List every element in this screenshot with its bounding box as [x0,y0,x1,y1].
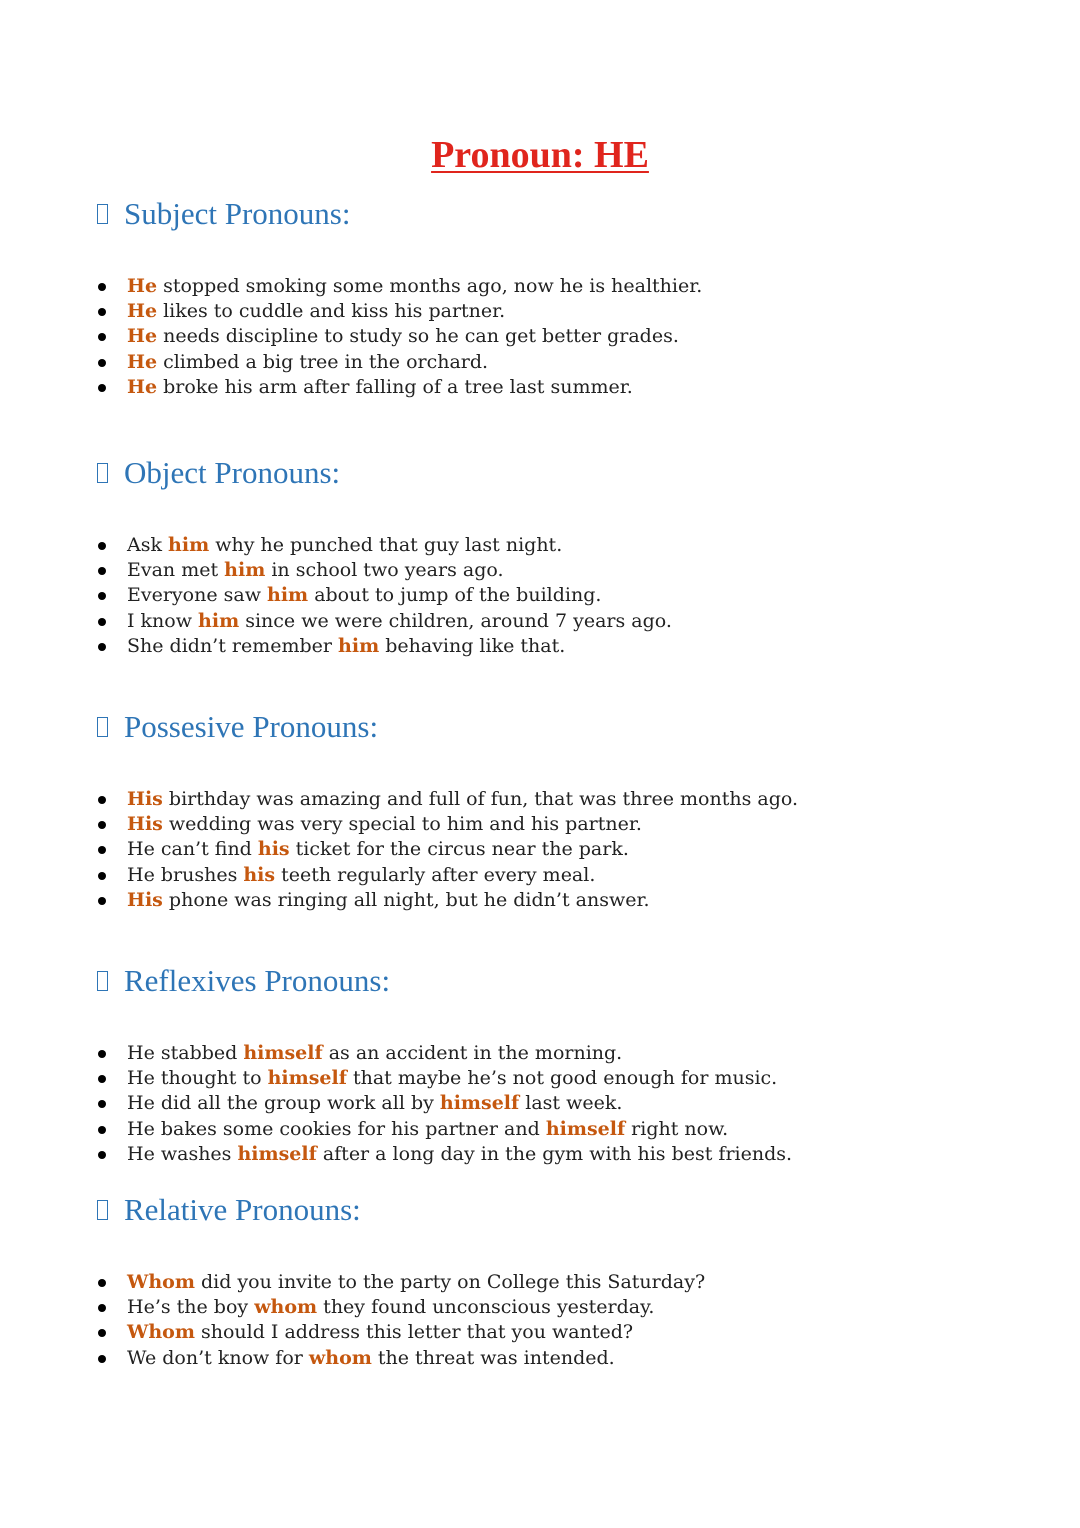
section-heading-label: Possesive Pronouns: [124,709,379,744]
sentence-start: He’s the boy [127,1296,255,1319]
sentence-end: after a long day in the gym with his best friends. [316,1142,793,1165]
pronoun-highlight: He [127,325,158,348]
sentence-end: phone was ringing all night, but he didn’t answer. [162,888,650,911]
pronoun-highlight: himself [267,1067,347,1090]
section-heading-possessive [97,707,378,747]
pronoun-highlight: He [127,300,158,323]
section-heading-reflexive [97,961,390,1001]
sentence-start: I know [127,609,199,632]
pronoun-highlight: his [243,863,276,886]
section-heading-label: Subject Pronouns: [124,196,351,231]
example-list-subject [0,274,702,400]
list-item [0,533,672,558]
bullet-icon [98,1075,106,1083]
bullet-icon [98,821,106,829]
bullet-icon [98,796,106,804]
pronoun-highlight: him [168,534,210,556]
sentence-end: about to jump of the building. [308,584,602,607]
list-item [0,1346,705,1371]
list-item [0,1117,792,1142]
list-item [0,1320,705,1345]
bullet-icon [98,1329,106,1337]
sentence-end: should I address this letter that you wanted? [194,1321,634,1344]
list-item [0,558,672,583]
sentence-end: likes to cuddle and kiss his partner. [157,300,506,323]
bullet-icon [98,618,106,626]
sentence-end: birthday was amazing and full of fun, that was three months ago. [162,788,799,810]
pronoun-highlight: His [127,788,163,810]
sentence-start: He can’t find [127,838,258,861]
bullet-icon [98,1126,106,1134]
sentence-end: stopped smoking some months ago, now he is healthier. [157,275,703,297]
bullet-icon [98,567,106,575]
bullet-icon [98,283,106,291]
sentence-start: He washes [127,1142,238,1165]
pronoun-highlight: him [198,609,240,632]
checkbox-icon [97,204,108,224]
list-item [0,1066,792,1091]
section-heading-label: Object Pronouns: [124,455,341,490]
example-list-relative [0,1270,705,1371]
section-heading-relative [97,1190,361,1230]
sentence-end: did you invite to the party on College this Saturday? [194,1271,706,1293]
sentence-end: wedding was very special to him and his partner. [162,813,642,836]
sentence-end: ticket for the circus near the park. [289,838,629,861]
bullet-icon [98,1279,106,1287]
list-item [0,324,702,349]
list-item [0,1041,792,1066]
list-item [0,350,702,375]
sentence-start: Ask [127,534,169,556]
sentence-end: in school two years ago. [265,559,504,582]
list-item [0,299,702,324]
checkbox-icon [97,971,108,991]
bullet-icon [98,359,106,367]
sentence-start: He did all the group work all by [127,1092,440,1115]
bullet-icon [98,308,106,316]
sentence-end: right now. [625,1117,729,1140]
pronoun-highlight: his [257,838,290,861]
checkbox-icon [97,463,108,483]
pronoun-highlight: Whom [127,1271,195,1293]
page-title: Pronoun: HE [431,134,649,176]
pronoun-highlight: He [127,375,158,398]
example-list-reflexive [0,1041,792,1167]
checkbox-icon [97,717,108,737]
list-item [0,1091,792,1116]
pronoun-highlight: whom [308,1346,372,1369]
pronoun-highlight: His [127,888,163,911]
sentence-end: they found unconscious yesterday. [317,1296,655,1319]
checkbox-icon [97,1200,108,1220]
section-heading-subject [97,194,350,234]
list-item [0,1142,792,1167]
pronoun-highlight: himself [545,1117,626,1140]
bullet-icon [98,897,106,905]
pronoun-highlight: He [127,275,158,297]
sentence-end: needs discipline to study so he can get better grades. [157,325,679,348]
bullet-icon [98,643,106,651]
bullet-icon [98,333,106,341]
pronoun-highlight: himself [243,1042,323,1064]
sentence-start: He bakes some cookies for his partner and [127,1117,546,1140]
section-heading-object [97,453,340,493]
sentence-start: We don’t know for [127,1346,309,1369]
list-item [0,609,672,634]
list-item [0,863,798,888]
list-item [0,888,798,913]
pronoun-highlight: him [267,584,309,607]
pronoun-highlight: whom [254,1296,318,1319]
bullet-icon [98,872,106,880]
pronoun-highlight: Whom [127,1321,195,1344]
example-list-possessive [0,787,798,913]
sentence-end: climbed a big tree in the orchard. [157,350,489,373]
example-list-object [0,533,672,659]
sentence-end: as an accident in the morning. [322,1042,623,1064]
bullet-icon [98,1050,106,1058]
list-item [0,634,672,659]
sentence-end: last week. [519,1092,623,1115]
sentence-start: Everyone saw [127,584,268,607]
sentence-end: broke his arm after falling of a tree last summer. [157,375,633,398]
bullet-icon [98,1151,106,1159]
sentence-end: why he punched that guy last night. [209,534,563,556]
list-item [0,1270,705,1295]
section-heading-label: Reflexives Pronouns: [124,963,391,998]
bullet-icon [98,1304,106,1312]
sentence-start: He thought to [127,1067,268,1090]
sentence-end: behaving like that. [379,634,566,657]
sentence-start: He stabbed [127,1042,244,1064]
pronoun-highlight: him [338,634,380,657]
pronoun-highlight: him [224,559,266,582]
sentence-end: teeth regularly after every meal. [275,863,596,886]
section-heading-label: Relative Pronouns: [124,1192,361,1227]
bullet-icon [98,1355,106,1363]
list-item [0,1295,705,1320]
list-item [0,787,798,812]
pronoun-highlight: himself [439,1092,520,1115]
bullet-icon [98,542,106,550]
sentence-start: He brushes [127,863,244,886]
sentence-end: the threat was intended. [371,1346,615,1369]
bullet-icon [98,592,106,600]
bullet-icon [98,846,106,854]
list-item [0,583,672,608]
sentence-end: that maybe he’s not good enough for music. [346,1067,778,1090]
list-item [0,812,798,837]
list-item [0,375,702,400]
bullet-icon [98,1100,106,1108]
sentence-start: She didn’t remember [127,634,339,657]
pronoun-highlight: His [127,813,163,836]
list-item [0,274,702,299]
list-item [0,837,798,862]
sentence-end: since we were children, around 7 years ago. [239,609,672,632]
sentence-start: Evan met [127,559,225,582]
pronoun-highlight: himself [237,1142,317,1165]
bullet-icon [98,384,106,392]
pronoun-highlight: He [127,350,158,373]
